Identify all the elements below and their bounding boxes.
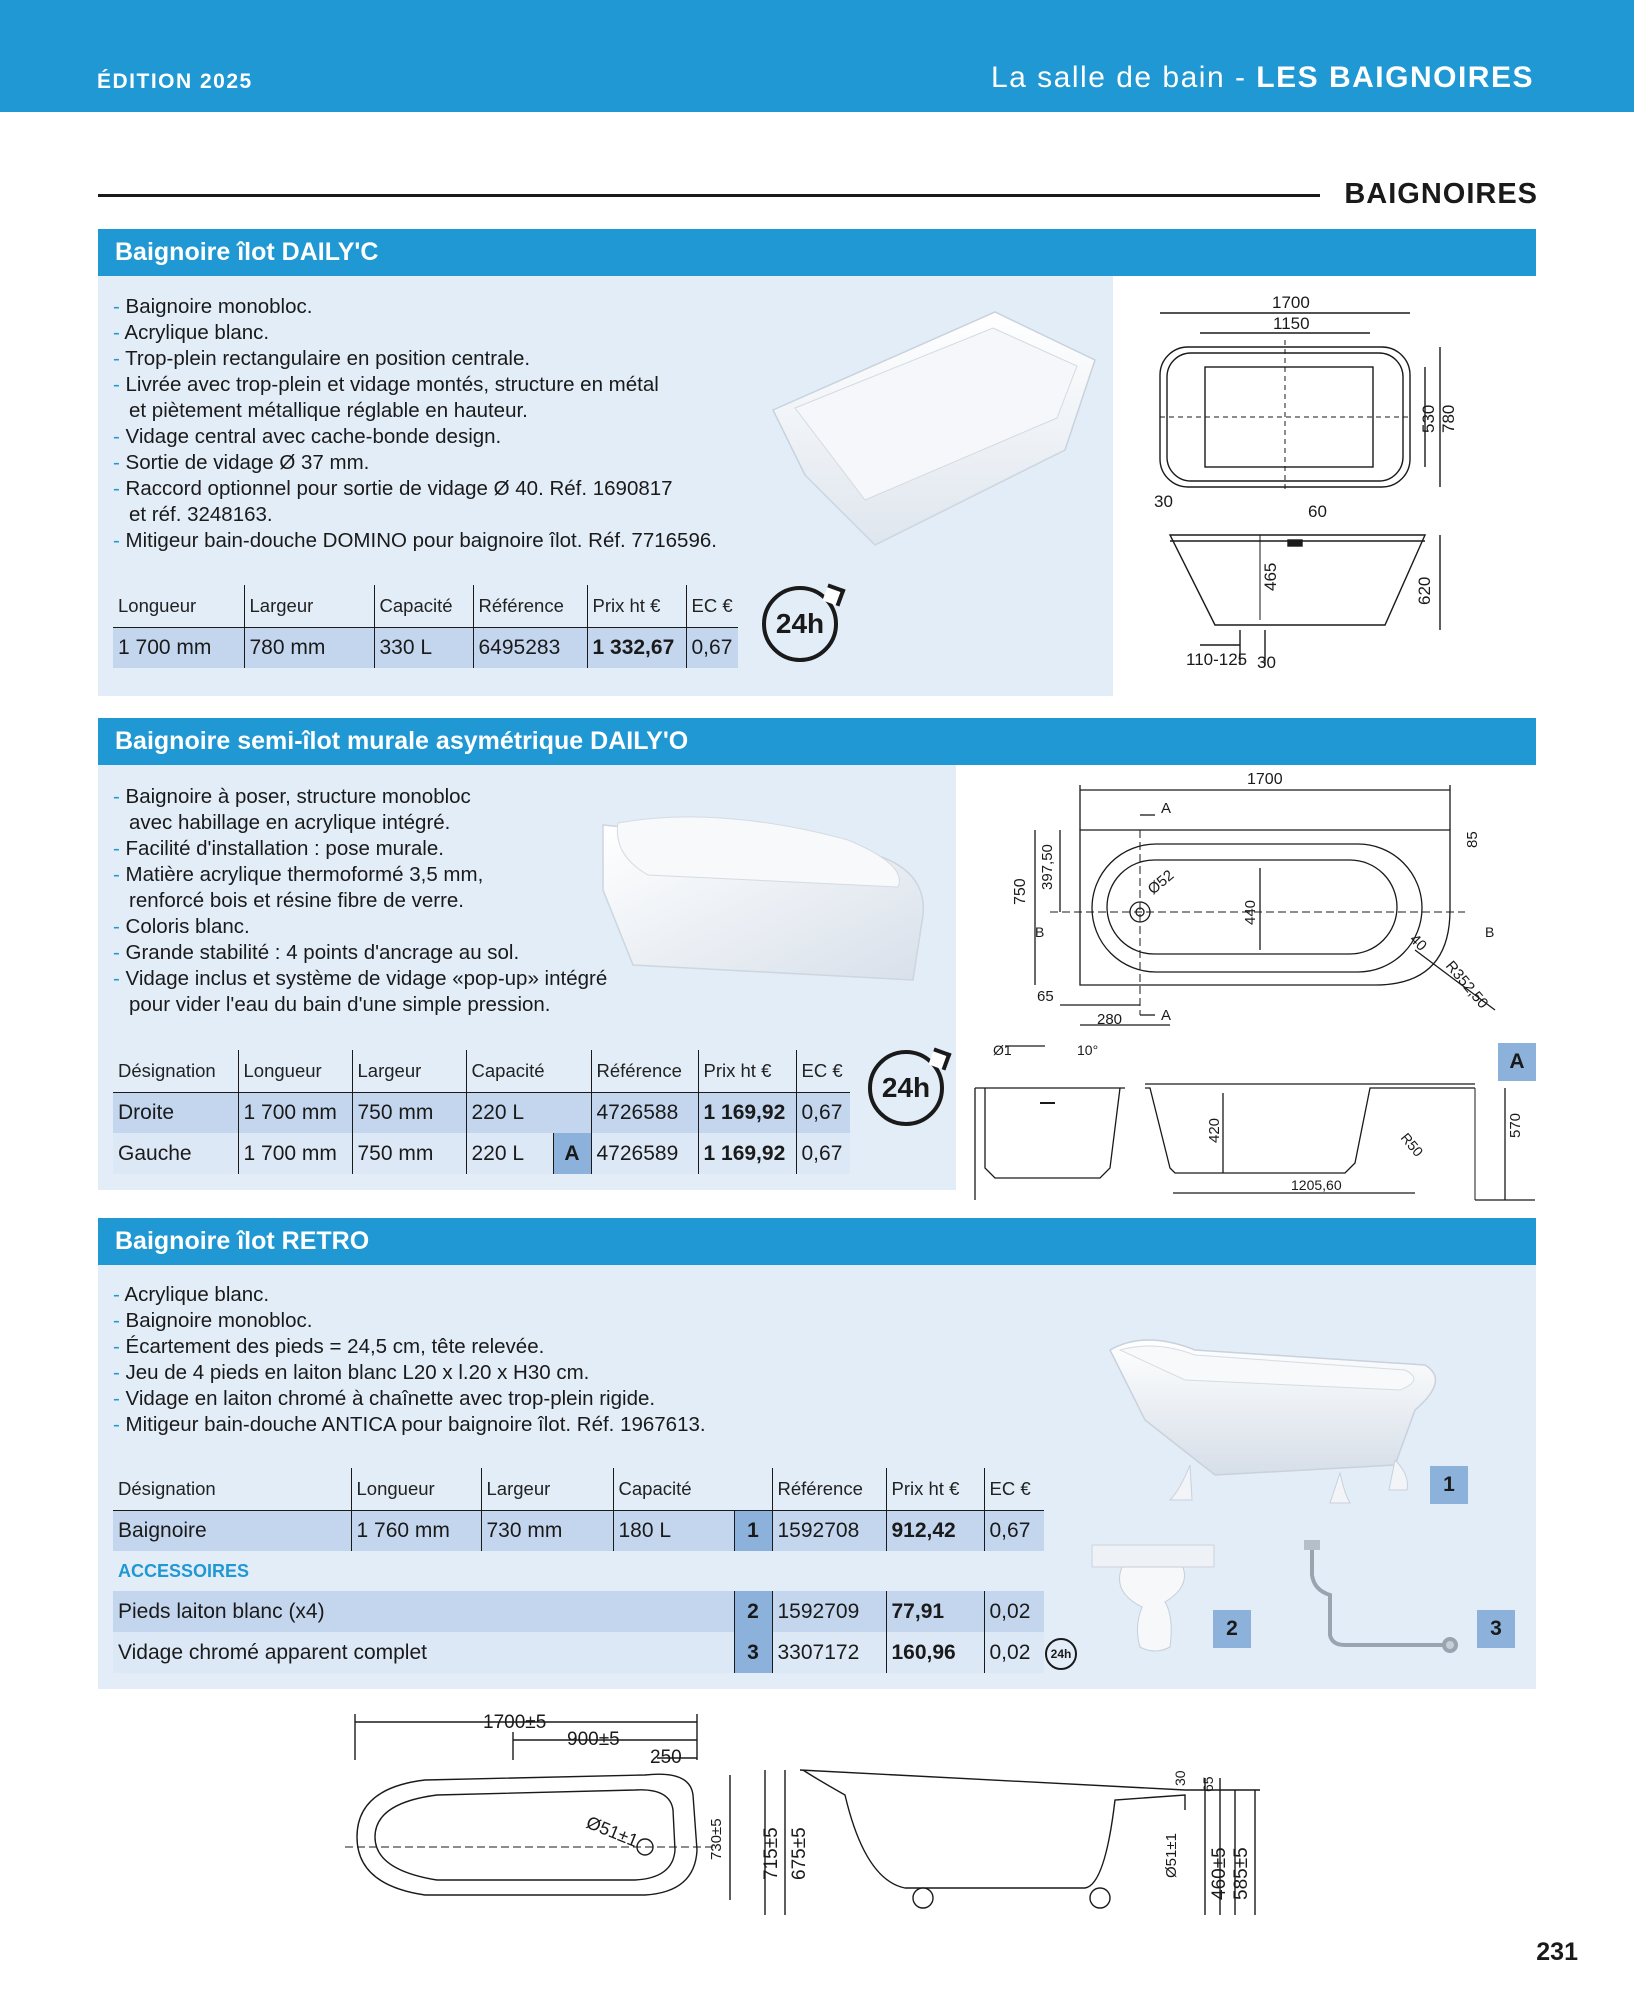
page-number: 231 xyxy=(1536,1938,1578,1966)
dim-label: A xyxy=(1161,1007,1172,1024)
dim-label: 675±5 xyxy=(789,1827,810,1880)
cell-capacity: 220 L xyxy=(466,1092,553,1133)
cell-reference: 4726588 xyxy=(591,1092,698,1133)
technical-drawing-dailyc xyxy=(1140,285,1480,680)
table-row xyxy=(113,1092,850,1133)
cell-capacity: 220 L xyxy=(466,1133,553,1174)
chapter-title-prefix: La salle de bain - xyxy=(990,61,1257,94)
cell-capacity: 180 L xyxy=(613,1510,734,1551)
accessories-heading-row xyxy=(113,1551,1044,1591)
dim-label: Ø51±1 xyxy=(1163,1833,1180,1878)
feature-item: - Acrylique blanc. xyxy=(113,1282,893,1308)
cell-reference: 1592708 xyxy=(772,1510,886,1551)
dim-label: 715±5 xyxy=(761,1827,782,1880)
dim-label: Ø1 xyxy=(993,1042,1012,1058)
product-image-dailyc xyxy=(765,300,1100,550)
dim-label: 530 xyxy=(1419,404,1438,433)
col-header xyxy=(734,1468,772,1510)
dim-label: Ø51±1 xyxy=(583,1812,641,1851)
spec-table-retro xyxy=(113,1468,1044,1673)
delivery-24h-badge-small: 24h xyxy=(1045,1638,1077,1670)
section-rule xyxy=(98,194,1320,197)
dim-label: B xyxy=(1035,924,1045,940)
feature-item: - Jeu de 4 pieds en laiton blanc L20 x l.20 x H30 cm. xyxy=(113,1360,893,1386)
table-row xyxy=(113,627,738,668)
feature-item: - Baignoire monobloc. xyxy=(113,1308,893,1334)
cell-designation: Vidage chromé apparent complet xyxy=(113,1632,734,1673)
feature-item: - Écartement des pieds = 24,5 cm, tête relevée. xyxy=(113,1334,893,1360)
feature-item: - Matière acrylique thermoformé 3,5 mm, renforcé bois et résine fibre de verre. xyxy=(113,862,713,914)
feature-item: - Vidage inclus et système de vidage «pop-up» intégré pour vider l'eau du bain d'une simple pression. xyxy=(113,966,713,1018)
dim-label: 420 xyxy=(1206,1117,1223,1143)
feature-item: - Mitigeur bain-douche ANTICA pour baignoire îlot. Réf. 1967613. xyxy=(113,1412,893,1438)
col-header: Capacité xyxy=(613,1468,734,1510)
dim-label: A xyxy=(1161,800,1172,817)
cell-reference: 3307172 xyxy=(772,1632,886,1673)
feet-image xyxy=(1092,1545,1214,1655)
col-header: Prix ht € xyxy=(698,1050,796,1092)
dim-label: 40 xyxy=(1406,930,1430,955)
dim-label: 250 xyxy=(650,1747,682,1768)
dim-label: R50 xyxy=(1397,1129,1427,1160)
dim-label: 1700 xyxy=(1272,293,1310,312)
dim-label: 397,50 xyxy=(1039,844,1056,890)
dim-label: 1205,60 xyxy=(1291,1177,1342,1193)
dim-label: 30 xyxy=(1172,1770,1188,1786)
cell-designation: Baignoire xyxy=(113,1510,351,1551)
dim-label: 900±5 xyxy=(567,1729,620,1750)
feature-item: - Vidage central avec cache-bonde design. xyxy=(113,424,833,450)
dim-label: 620 xyxy=(1415,576,1434,605)
dim-label: 460±5 xyxy=(1209,1847,1230,1900)
section-title: BAIGNOIRES xyxy=(1344,178,1538,210)
dim-label: B xyxy=(1485,924,1495,940)
dim-label: R352,50 xyxy=(1441,957,1492,1013)
col-header: Prix ht € xyxy=(587,585,686,627)
feature-item: - Baignoire monobloc. xyxy=(113,294,833,320)
dim-label: 1150 xyxy=(1273,314,1310,333)
cell-tag: 3 xyxy=(734,1632,772,1673)
feature-item: - Facilité d'installation : pose murale. xyxy=(113,836,713,862)
dim-label: 730±5 xyxy=(708,1818,725,1860)
col-header: Largeur xyxy=(244,585,374,627)
cell-tag xyxy=(553,1092,591,1133)
dim-label: 30 xyxy=(1257,653,1276,672)
cell-length: 1 700 mm xyxy=(238,1133,352,1174)
dim-label: 440 xyxy=(1242,899,1259,925)
product-title-dailyc: Baignoire îlot DAILY'C xyxy=(98,229,1536,276)
dim-label: 750 xyxy=(1012,878,1029,905)
product-image-dailyo xyxy=(598,795,933,985)
col-header: Longueur xyxy=(238,1050,352,1092)
feature-item: - Livrée avec trop-plein et vidage montés, structure en métal et piètement métallique réglable en hauteur. xyxy=(113,372,833,424)
cell-ec: 0,67 xyxy=(984,1510,1044,1551)
dim-label: 60 xyxy=(1308,502,1327,521)
technical-drawing-dailyo-section xyxy=(975,1038,1535,1203)
cell-designation: Gauche xyxy=(113,1133,238,1174)
image-tag-1: 1 xyxy=(1430,1466,1468,1504)
col-header: Désignation xyxy=(113,1468,351,1510)
col-header: EC € xyxy=(984,1468,1044,1510)
cell-ec: 0,67 xyxy=(686,627,738,668)
image-tag-a: A xyxy=(1498,1043,1536,1081)
feature-item: - Baignoire à poser, structure monobloc avec habillage en acrylique intégré. xyxy=(113,784,713,836)
col-header: Capacité xyxy=(466,1050,553,1092)
col-header: Largeur xyxy=(352,1050,466,1092)
product-title-retro: Baignoire îlot RETRO xyxy=(98,1218,1536,1265)
col-header: Référence xyxy=(591,1050,698,1092)
table-row xyxy=(113,1632,1044,1673)
feature-list-retro xyxy=(113,1282,893,1438)
cell-tag: 2 xyxy=(734,1591,772,1632)
cell-width: 750 mm xyxy=(352,1133,466,1174)
dim-label: 10° xyxy=(1077,1042,1099,1058)
cell-designation: Droite xyxy=(113,1092,238,1133)
cell-length: 1 700 mm xyxy=(113,627,244,668)
dim-label: 1700 xyxy=(1247,771,1283,788)
col-header: EC € xyxy=(796,1050,850,1092)
cell-price: 77,91 xyxy=(886,1591,984,1632)
chapter-title-bold: LES BAIGNOIRES xyxy=(1256,61,1534,94)
image-tag-3: 3 xyxy=(1477,1610,1515,1648)
technical-drawing-retro xyxy=(345,1700,1275,1925)
dim-label: 85 xyxy=(1464,831,1481,848)
dim-label: 780 xyxy=(1439,404,1458,433)
feature-item: - Coloris blanc. xyxy=(113,914,713,940)
cell-length: 1 700 mm xyxy=(238,1092,352,1133)
cell-price: 160,96 xyxy=(886,1632,984,1673)
product-title-dailyo: Baignoire semi-îlot murale asymétrique DAILY'O xyxy=(98,718,1536,765)
dim-label: 65 xyxy=(1200,1776,1216,1792)
image-tag-2: 2 xyxy=(1213,1610,1251,1648)
cell-ec: 0,67 xyxy=(796,1092,850,1133)
chapter-title xyxy=(991,61,1534,95)
dim-label: 30 xyxy=(1154,492,1173,511)
dim-label: 1700±5 xyxy=(483,1712,547,1733)
cell-price: 1 169,92 xyxy=(698,1092,796,1133)
cell-ec: 0,67 xyxy=(796,1133,850,1174)
dim-label: 570 xyxy=(1507,1112,1524,1138)
table-row xyxy=(113,1591,1044,1632)
col-header: Désignation xyxy=(113,1050,238,1092)
accessories-label: ACCESSOIRES xyxy=(118,1560,250,1581)
spec-table-dailyc xyxy=(113,585,738,668)
cell-designation: Pieds laiton blanc (x4) xyxy=(113,1591,734,1632)
cell-reference: 1592709 xyxy=(772,1591,886,1632)
feature-item: - Acrylique blanc. xyxy=(113,320,833,346)
cell-ec: 0,02 xyxy=(984,1591,1044,1632)
cell-capacity: 330 L xyxy=(374,627,473,668)
feature-item: - Mitigeur bain-douche DOMINO pour baignoire îlot. Réf. 7716596. xyxy=(113,528,833,554)
cell-price: 912,42 xyxy=(886,1510,984,1551)
table-row xyxy=(113,1510,1044,1551)
spec-table-dailyo xyxy=(113,1050,850,1174)
dim-label: 110-125 xyxy=(1186,650,1248,669)
cell-tag: 1 xyxy=(734,1510,772,1551)
col-header: Référence xyxy=(772,1468,886,1510)
product-image-retro xyxy=(1105,1325,1450,1515)
col-header xyxy=(553,1050,591,1092)
header-bar xyxy=(0,0,1634,112)
dim-label: 465 xyxy=(1261,562,1280,591)
col-header: EC € xyxy=(686,585,738,627)
drain-image xyxy=(1300,1540,1465,1655)
technical-drawing-dailyo-top xyxy=(995,770,1515,1035)
dim-label: Ø52 xyxy=(1144,866,1178,899)
col-header: Longueur xyxy=(351,1468,481,1510)
dim-label: 585±5 xyxy=(1231,1847,1252,1900)
cell-ec: 0,02 xyxy=(984,1632,1044,1673)
cell-width: 750 mm xyxy=(352,1092,466,1133)
edition-label: ÉDITION 2025 xyxy=(97,70,253,93)
feature-item: - Raccord optionnel pour sortie de vidage Ø 40. Réf. 1690817 et réf. 3248163. xyxy=(113,476,833,528)
cell-width: 780 mm xyxy=(244,627,374,668)
table-row xyxy=(113,1133,850,1174)
feature-item: - Grande stabilité : 4 points d'ancrage au sol. xyxy=(113,940,713,966)
cell-price: 1 169,92 xyxy=(698,1133,796,1174)
feature-list-dailyc xyxy=(113,294,833,554)
col-header: Largeur xyxy=(481,1468,613,1510)
col-header: Référence xyxy=(473,585,587,627)
cell-price: 1 332,67 xyxy=(587,627,686,668)
cell-reference: 4726589 xyxy=(591,1133,698,1174)
feature-item: - Trop-plein rectangulaire en position centrale. xyxy=(113,346,833,372)
feature-item: - Sortie de vidage Ø 37 mm. xyxy=(113,450,833,476)
delivery-24h-badge: 24h xyxy=(762,586,838,662)
cell-tag: A xyxy=(553,1133,591,1174)
col-header: Prix ht € xyxy=(886,1468,984,1510)
cell-width: 730 mm xyxy=(481,1510,613,1551)
dim-label: 280 xyxy=(1097,1011,1123,1028)
delivery-24h-badge: 24h xyxy=(868,1050,944,1126)
dim-label: 65 xyxy=(1037,988,1054,1005)
cell-length: 1 760 mm xyxy=(351,1510,481,1551)
col-header: Capacité xyxy=(374,585,473,627)
cell-reference: 6495283 xyxy=(473,627,587,668)
feature-item: - Vidage en laiton chromé à chaînette avec trop-plein rigide. xyxy=(113,1386,893,1412)
col-header: Longueur xyxy=(113,585,244,627)
